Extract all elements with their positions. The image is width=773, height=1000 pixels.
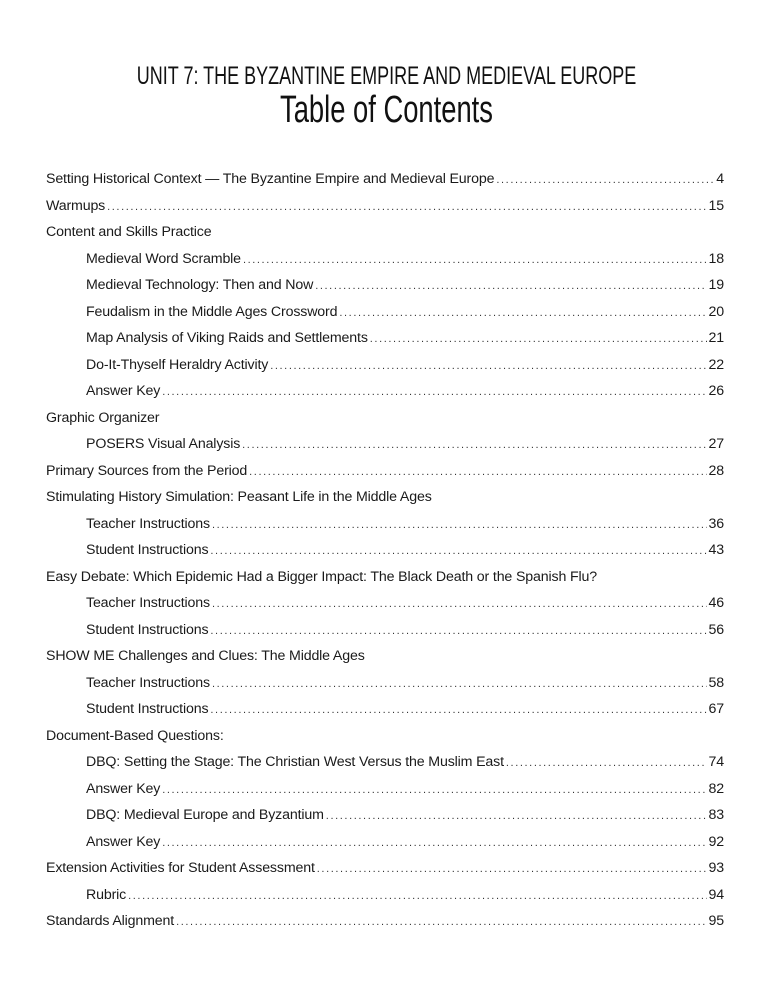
dot-leader: [496, 167, 714, 194]
toc-section-heading: [46, 564, 724, 591]
toc-entry-page-number: 21: [708, 330, 724, 346]
toc-entry[interactable]: [46, 299, 724, 326]
dot-leader: [242, 432, 706, 459]
toc-entry-label: POSERS Visual Analysis: [86, 436, 241, 452]
dot-leader: [315, 273, 706, 300]
toc-entry-page-number: 28: [708, 462, 724, 479]
dot-leader: [210, 538, 706, 565]
toc-entry-page-number: 22: [708, 356, 724, 373]
toc-entry[interactable]: [46, 855, 724, 882]
toc-entry[interactable]: [46, 511, 724, 538]
toc-entry-page-number: 83: [708, 807, 724, 823]
toc-entry[interactable]: [46, 193, 724, 220]
toc-entry-label: Standards Alignment: [46, 913, 175, 929]
toc-entry-page-number: 4: [716, 171, 724, 187]
toc-entry-page-number: 18: [708, 250, 724, 267]
dot-leader: [210, 697, 706, 724]
toc-entry-label: Map Analysis of Viking Raids and Settlements: [86, 330, 368, 346]
toc-entry-page-number: 15: [708, 197, 724, 214]
toc-entry-label: Setting Historical Context — The Byzantine Empire and Medieval Europe: [46, 171, 495, 187]
toc-entry[interactable]: [46, 537, 724, 564]
dot-leader: [506, 750, 707, 777]
dot-leader: [339, 300, 706, 327]
toc-entry-page-number: 27: [708, 436, 724, 452]
dot-leader: [162, 379, 706, 406]
toc-entry[interactable]: [46, 749, 724, 776]
toc-entry-page-number: 58: [708, 674, 724, 691]
unit-title: UNIT 7: THE BYZANTINE EMPIRE AND MEDIEVAL EUROPE: [136, 62, 637, 90]
toc-entry-label: Student Instructions: [86, 701, 209, 717]
toc-entry-label: Graphic Organizer: [46, 409, 160, 426]
toc-entry[interactable]: [46, 352, 724, 379]
toc-entry[interactable]: [46, 431, 724, 458]
toc-entry-page-number: 93: [708, 860, 724, 876]
toc-entry[interactable]: [46, 325, 724, 352]
page-header: [0, 62, 773, 130]
toc-entry-page-number: 67: [708, 701, 724, 717]
dot-leader: [270, 353, 706, 380]
toc-entry-page-number: 26: [708, 383, 724, 399]
toc-entry-label: Medieval Word Scramble: [86, 250, 241, 267]
toc-entry-label: Content and Skills Practice: [46, 224, 212, 240]
toc-entry[interactable]: [46, 802, 724, 829]
toc-entry-page-number: 92: [708, 833, 724, 850]
toc-entry-label: Easy Debate: Which Epidemic Had a Bigger Impact: The Black Death or the Spanish Flu?: [46, 568, 597, 585]
toc-section-heading: [46, 484, 724, 511]
toc-entry-page-number: 82: [708, 780, 724, 797]
toc-entry[interactable]: [46, 166, 724, 193]
dot-leader: [162, 777, 706, 804]
dot-leader: [326, 803, 707, 830]
dot-leader: [210, 618, 706, 645]
dot-leader: [212, 512, 707, 539]
toc-entry-label: Student Instructions: [86, 542, 209, 558]
toc-entry[interactable]: [46, 882, 724, 909]
toc-entry-page-number: 74: [708, 754, 724, 770]
toc-entry-label: Teacher Instructions: [86, 595, 210, 611]
toc-entry-label: Warmups: [46, 197, 106, 214]
toc-entry[interactable]: [46, 776, 724, 803]
toc-entry[interactable]: [46, 246, 724, 273]
dot-leader: [370, 326, 707, 353]
dot-leader: [249, 459, 706, 486]
toc-entry-label: SHOW ME Challenges and Clues: The Middle Ages: [46, 648, 365, 664]
toc-entry-label: Do-It-Thyself Heraldry Activity: [86, 356, 269, 373]
toc-entry-page-number: 94: [708, 886, 724, 903]
toc-entry-page-number: 43: [708, 542, 724, 558]
toc-entry-label: Extension Activities for Student Assessment: [46, 860, 315, 876]
toc-entry-page-number: 56: [708, 621, 724, 638]
table-of-contents: [46, 166, 724, 935]
toc-entry[interactable]: [46, 670, 724, 697]
toc-entry[interactable]: [46, 378, 724, 405]
toc-entry-label: Student Instructions: [86, 621, 209, 638]
toc-entry-label: Stimulating History Simulation: Peasant Life in the Middle Ages: [46, 489, 432, 505]
toc-entry[interactable]: [46, 590, 724, 617]
toc-entry[interactable]: [46, 908, 724, 935]
toc-entry-page-number: 95: [708, 913, 724, 929]
toc-entry-label: Feudalism in the Middle Ages Crossword: [86, 303, 338, 320]
dot-leader: [176, 909, 706, 936]
toc-entry-page-number: 20: [708, 303, 724, 320]
toc-entry[interactable]: [46, 458, 724, 485]
toc-entry-label: Answer Key: [86, 780, 161, 797]
toc-entry-label: Primary Sources from the Period: [46, 462, 248, 479]
toc-entry-label: Answer Key: [86, 383, 161, 399]
toc-entry[interactable]: [46, 617, 724, 644]
toc-entry-label: Answer Key: [86, 833, 161, 850]
toc-entry[interactable]: [46, 829, 724, 856]
toc-section-heading: [46, 643, 724, 670]
toc-entry-page-number: 46: [708, 595, 724, 611]
dot-leader: [317, 856, 707, 883]
toc-section-heading: [46, 723, 724, 750]
toc-entry-label: Document-Based Questions:: [46, 727, 224, 744]
page-title: Table of Contents: [280, 89, 493, 131]
toc-entry-page-number: 36: [708, 515, 724, 532]
toc-entry[interactable]: [46, 696, 724, 723]
toc-section-heading: [46, 219, 724, 246]
dot-leader: [128, 883, 706, 910]
toc-entry-label: DBQ: Medieval Europe and Byzantium: [86, 807, 324, 823]
toc-section-heading: [46, 405, 724, 432]
dot-leader: [243, 247, 707, 274]
toc-entry[interactable]: [46, 272, 724, 299]
dot-leader: [162, 830, 706, 857]
toc-entry-label: Rubric: [86, 886, 127, 903]
dot-leader: [212, 591, 707, 618]
toc-entry-label: Medieval Technology: Then and Now: [86, 277, 314, 293]
toc-entry-label: Teacher Instructions: [86, 674, 210, 691]
toc-entry-label: DBQ: Setting the Stage: The Christian West Versus the Muslim East: [86, 754, 504, 770]
dot-leader: [107, 194, 706, 221]
toc-entry-label: Teacher Instructions: [86, 515, 210, 532]
dot-leader: [212, 671, 707, 698]
toc-entry-page-number: 19: [708, 277, 724, 293]
